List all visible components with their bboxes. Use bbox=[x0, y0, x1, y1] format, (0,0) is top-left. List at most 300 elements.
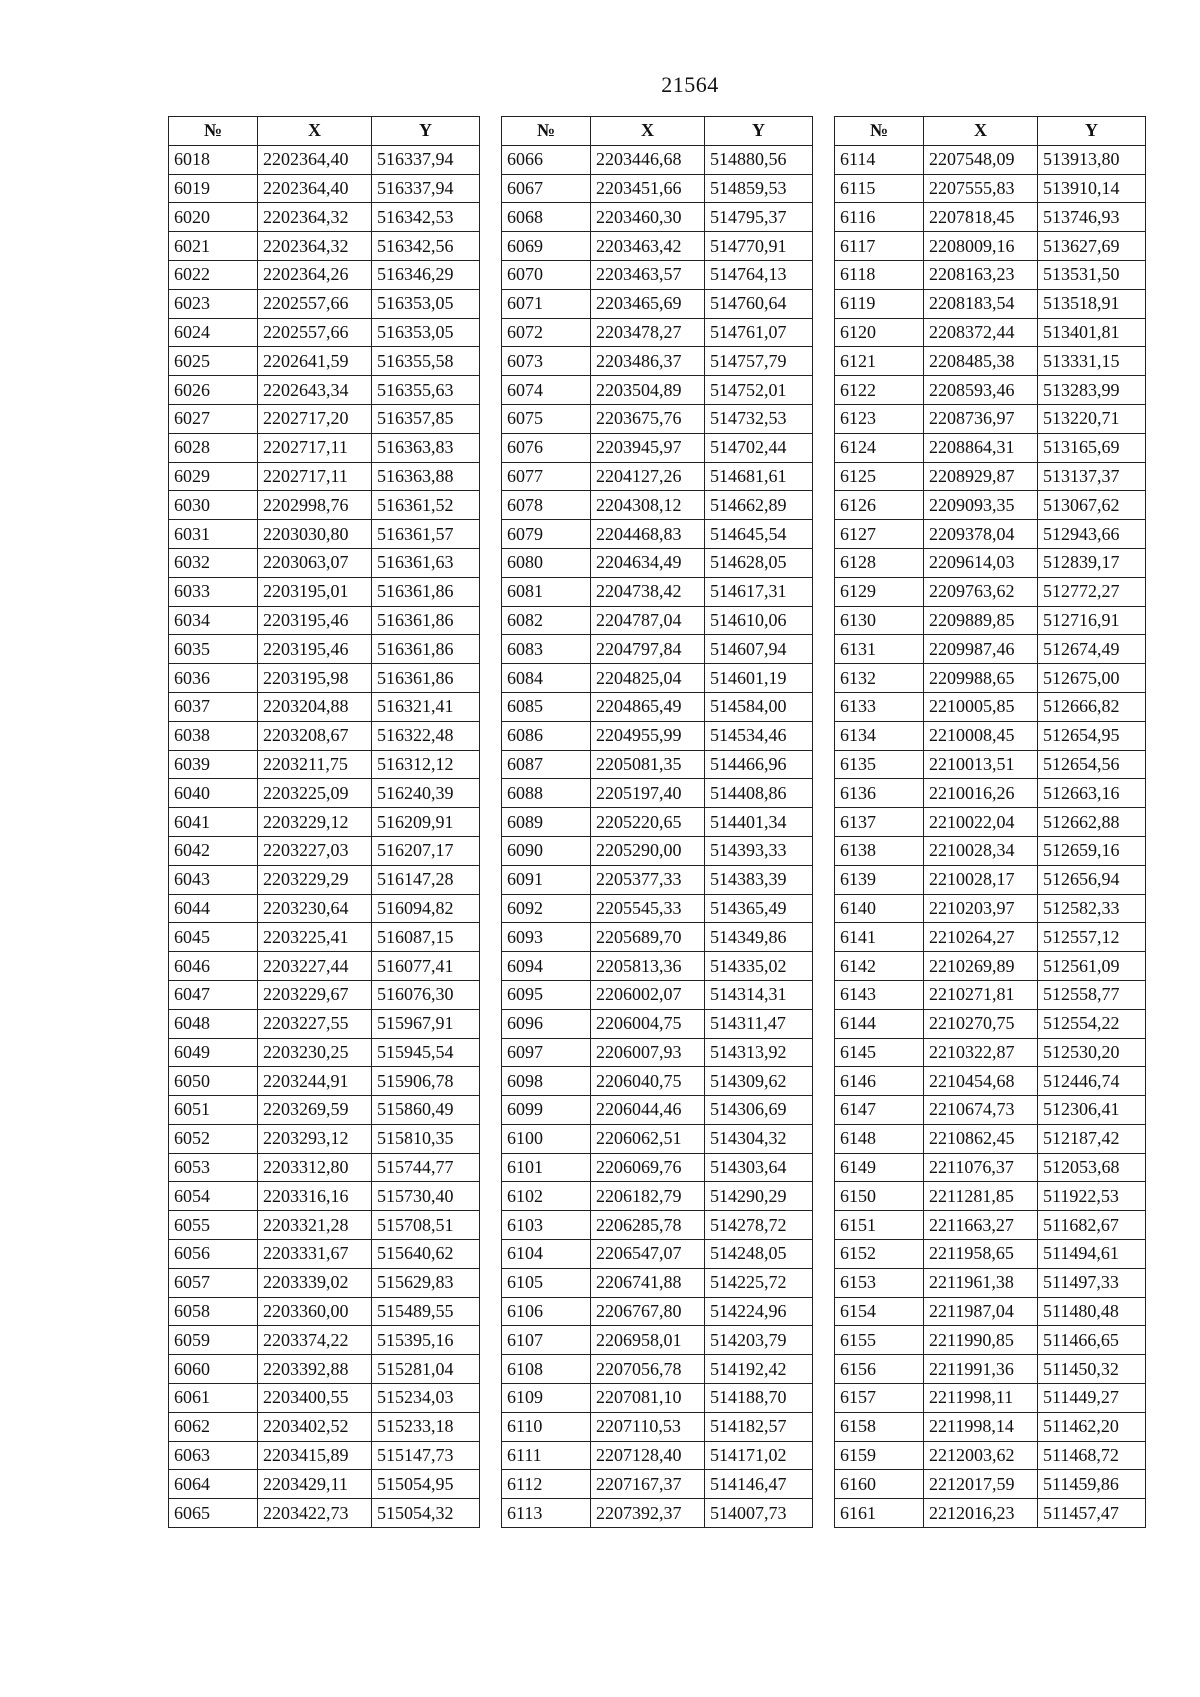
point-number-cell: 6045 bbox=[169, 923, 258, 952]
x-coordinate-cell: 2210013,51 bbox=[924, 750, 1038, 779]
y-coordinate-cell: 512663,16 bbox=[1038, 779, 1146, 808]
y-coordinate-cell: 516363,88 bbox=[372, 462, 480, 491]
table-row bbox=[169, 1297, 480, 1326]
point-number-cell: 6019 bbox=[169, 174, 258, 203]
point-number-cell: 6131 bbox=[835, 635, 924, 664]
table-row bbox=[835, 664, 1146, 693]
table-row bbox=[835, 1153, 1146, 1182]
table-row bbox=[502, 260, 813, 289]
y-coordinate-cell: 514393,33 bbox=[705, 836, 813, 865]
point-number-cell: 6101 bbox=[502, 1153, 591, 1182]
y-coordinate-cell: 515860,49 bbox=[372, 1096, 480, 1125]
table-row bbox=[169, 635, 480, 664]
table-row bbox=[502, 491, 813, 520]
point-number-cell: 6064 bbox=[169, 1470, 258, 1499]
table-row bbox=[835, 433, 1146, 462]
table-row bbox=[169, 289, 480, 318]
table-row bbox=[835, 232, 1146, 261]
x-coordinate-cell: 2203208,67 bbox=[258, 721, 372, 750]
table-row bbox=[169, 232, 480, 261]
x-coordinate-cell: 2210270,75 bbox=[924, 1009, 1038, 1038]
point-number-cell: 6144 bbox=[835, 1009, 924, 1038]
x-coordinate-cell: 2203465,69 bbox=[591, 289, 705, 318]
x-coordinate-cell: 2203316,16 bbox=[258, 1182, 372, 1211]
x-coordinate-cell: 2211076,37 bbox=[924, 1153, 1038, 1182]
point-number-cell: 6148 bbox=[835, 1124, 924, 1153]
x-coordinate-cell: 2208929,87 bbox=[924, 462, 1038, 491]
point-number-cell: 6160 bbox=[835, 1470, 924, 1499]
table-row bbox=[502, 606, 813, 635]
y-coordinate-cell: 514702,44 bbox=[705, 433, 813, 462]
x-coordinate-cell: 2210016,26 bbox=[924, 779, 1038, 808]
x-coordinate-cell: 2208183,54 bbox=[924, 289, 1038, 318]
x-coordinate-cell: 2204865,49 bbox=[591, 692, 705, 721]
y-coordinate-cell: 515640,62 bbox=[372, 1240, 480, 1269]
header-number: № bbox=[835, 117, 924, 146]
x-coordinate-cell: 2205689,70 bbox=[591, 923, 705, 952]
y-coordinate-cell: 514311,47 bbox=[705, 1009, 813, 1038]
point-number-cell: 6111 bbox=[502, 1441, 591, 1470]
table-row bbox=[835, 289, 1146, 318]
table-row bbox=[169, 1384, 480, 1413]
y-coordinate-cell: 516363,83 bbox=[372, 433, 480, 462]
y-coordinate-cell: 514365,49 bbox=[705, 894, 813, 923]
table-row bbox=[835, 1240, 1146, 1269]
x-coordinate-cell: 2202364,26 bbox=[258, 260, 372, 289]
table-row bbox=[169, 376, 480, 405]
y-coordinate-cell: 516312,12 bbox=[372, 750, 480, 779]
point-number-cell: 6151 bbox=[835, 1211, 924, 1240]
point-number-cell: 6135 bbox=[835, 750, 924, 779]
coordinates-table-3 bbox=[834, 116, 1146, 1528]
x-coordinate-cell: 2204787,04 bbox=[591, 606, 705, 635]
y-coordinate-cell: 514408,86 bbox=[705, 779, 813, 808]
y-coordinate-cell: 515395,16 bbox=[372, 1326, 480, 1355]
page-number: 21564 bbox=[661, 72, 719, 97]
point-number-cell: 6152 bbox=[835, 1240, 924, 1269]
x-coordinate-cell: 2208736,97 bbox=[924, 404, 1038, 433]
point-number-cell: 6054 bbox=[169, 1182, 258, 1211]
x-coordinate-cell: 2203063,07 bbox=[258, 548, 372, 577]
point-number-cell: 6058 bbox=[169, 1297, 258, 1326]
x-coordinate-cell: 2210005,85 bbox=[924, 692, 1038, 721]
table-row bbox=[502, 1297, 813, 1326]
x-coordinate-cell: 2203293,12 bbox=[258, 1124, 372, 1153]
table-row bbox=[835, 491, 1146, 520]
point-number-cell: 6155 bbox=[835, 1326, 924, 1355]
coordinates-table-2 bbox=[501, 116, 813, 1528]
point-number-cell: 6118 bbox=[835, 260, 924, 289]
y-coordinate-cell: 514171,02 bbox=[705, 1441, 813, 1470]
point-number-cell: 6105 bbox=[502, 1268, 591, 1297]
table-row bbox=[502, 1153, 813, 1182]
x-coordinate-cell: 2210322,87 bbox=[924, 1038, 1038, 1067]
point-number-cell: 6094 bbox=[502, 952, 591, 981]
y-coordinate-cell: 516361,86 bbox=[372, 664, 480, 693]
x-coordinate-cell: 2203225,41 bbox=[258, 923, 372, 952]
point-number-cell: 6113 bbox=[502, 1499, 591, 1528]
y-coordinate-cell: 515730,40 bbox=[372, 1182, 480, 1211]
x-coordinate-cell: 2209763,62 bbox=[924, 577, 1038, 606]
x-coordinate-cell: 2210269,89 bbox=[924, 952, 1038, 981]
y-coordinate-cell: 512530,20 bbox=[1038, 1038, 1146, 1067]
table-row bbox=[502, 1441, 813, 1470]
point-number-cell: 6138 bbox=[835, 836, 924, 865]
point-number-cell: 6092 bbox=[502, 894, 591, 923]
header-number: № bbox=[169, 117, 258, 146]
point-number-cell: 6031 bbox=[169, 520, 258, 549]
x-coordinate-cell: 2212017,59 bbox=[924, 1470, 1038, 1499]
point-number-cell: 6061 bbox=[169, 1384, 258, 1413]
x-coordinate-cell: 2203504,89 bbox=[591, 376, 705, 405]
x-coordinate-cell: 2207167,37 bbox=[591, 1470, 705, 1499]
point-number-cell: 6025 bbox=[169, 347, 258, 376]
table-row bbox=[169, 721, 480, 750]
y-coordinate-cell: 516342,53 bbox=[372, 203, 480, 232]
table-row bbox=[169, 491, 480, 520]
table-row bbox=[502, 1326, 813, 1355]
table-row bbox=[169, 404, 480, 433]
y-coordinate-cell: 516076,30 bbox=[372, 980, 480, 1009]
table-header-row bbox=[502, 117, 813, 146]
table-row bbox=[502, 347, 813, 376]
x-coordinate-cell: 2203312,80 bbox=[258, 1153, 372, 1182]
x-coordinate-cell: 2203429,11 bbox=[258, 1470, 372, 1499]
y-coordinate-cell: 512674,49 bbox=[1038, 635, 1146, 664]
point-number-cell: 6068 bbox=[502, 203, 591, 232]
table-row bbox=[169, 1009, 480, 1038]
point-number-cell: 6107 bbox=[502, 1326, 591, 1355]
table-row bbox=[835, 923, 1146, 952]
point-number-cell: 6119 bbox=[835, 289, 924, 318]
point-number-cell: 6042 bbox=[169, 836, 258, 865]
point-number-cell: 6071 bbox=[502, 289, 591, 318]
y-coordinate-cell: 511494,61 bbox=[1038, 1240, 1146, 1269]
y-coordinate-cell: 514662,89 bbox=[705, 491, 813, 520]
table-row bbox=[169, 1412, 480, 1441]
point-number-cell: 6112 bbox=[502, 1470, 591, 1499]
x-coordinate-cell: 2205081,35 bbox=[591, 750, 705, 779]
x-coordinate-cell: 2212016,23 bbox=[924, 1499, 1038, 1528]
point-number-cell: 6157 bbox=[835, 1384, 924, 1413]
table-row bbox=[835, 1211, 1146, 1240]
y-coordinate-cell: 513220,71 bbox=[1038, 404, 1146, 433]
table-row bbox=[169, 347, 480, 376]
table-row bbox=[169, 952, 480, 981]
table-row bbox=[169, 145, 480, 174]
point-number-cell: 6120 bbox=[835, 318, 924, 347]
point-number-cell: 6067 bbox=[502, 174, 591, 203]
x-coordinate-cell: 2207128,40 bbox=[591, 1441, 705, 1470]
x-coordinate-cell: 2206182,79 bbox=[591, 1182, 705, 1211]
x-coordinate-cell: 2203195,46 bbox=[258, 606, 372, 635]
x-coordinate-cell: 2212003,62 bbox=[924, 1441, 1038, 1470]
y-coordinate-cell: 512053,68 bbox=[1038, 1153, 1146, 1182]
x-coordinate-cell: 2203030,80 bbox=[258, 520, 372, 549]
y-coordinate-cell: 514304,32 bbox=[705, 1124, 813, 1153]
x-coordinate-cell: 2210022,04 bbox=[924, 808, 1038, 837]
table-row bbox=[169, 692, 480, 721]
x-coordinate-cell: 2209378,04 bbox=[924, 520, 1038, 549]
x-coordinate-cell: 2206040,75 bbox=[591, 1067, 705, 1096]
point-number-cell: 6080 bbox=[502, 548, 591, 577]
point-number-cell: 6091 bbox=[502, 865, 591, 894]
table-row bbox=[502, 1355, 813, 1384]
x-coordinate-cell: 2205220,65 bbox=[591, 808, 705, 837]
y-coordinate-cell: 513137,37 bbox=[1038, 462, 1146, 491]
y-coordinate-cell: 514859,53 bbox=[705, 174, 813, 203]
table-row bbox=[169, 1470, 480, 1499]
table-row bbox=[169, 520, 480, 549]
x-coordinate-cell: 2202364,40 bbox=[258, 145, 372, 174]
x-coordinate-cell: 2205545,33 bbox=[591, 894, 705, 923]
table-row bbox=[835, 1268, 1146, 1297]
y-coordinate-cell: 515233,18 bbox=[372, 1412, 480, 1441]
y-coordinate-cell: 515234,03 bbox=[372, 1384, 480, 1413]
y-coordinate-cell: 512839,17 bbox=[1038, 548, 1146, 577]
point-number-cell: 6088 bbox=[502, 779, 591, 808]
y-coordinate-cell: 515810,35 bbox=[372, 1124, 480, 1153]
point-number-cell: 6085 bbox=[502, 692, 591, 721]
y-coordinate-cell: 515281,04 bbox=[372, 1355, 480, 1384]
table-row bbox=[169, 606, 480, 635]
y-coordinate-cell: 516346,29 bbox=[372, 260, 480, 289]
table-row bbox=[169, 779, 480, 808]
y-coordinate-cell: 512654,56 bbox=[1038, 750, 1146, 779]
point-number-cell: 6026 bbox=[169, 376, 258, 405]
y-coordinate-cell: 514601,19 bbox=[705, 664, 813, 693]
x-coordinate-cell: 2203227,55 bbox=[258, 1009, 372, 1038]
y-coordinate-cell: 515054,95 bbox=[372, 1470, 480, 1499]
point-number-cell: 6125 bbox=[835, 462, 924, 491]
table-row bbox=[502, 1470, 813, 1499]
y-coordinate-cell: 512187,42 bbox=[1038, 1124, 1146, 1153]
point-number-cell: 6029 bbox=[169, 462, 258, 491]
point-number-cell: 6122 bbox=[835, 376, 924, 405]
table-row bbox=[169, 1067, 480, 1096]
point-number-cell: 6066 bbox=[502, 145, 591, 174]
point-number-cell: 6077 bbox=[502, 462, 591, 491]
x-coordinate-cell: 2202364,32 bbox=[258, 232, 372, 261]
table-row bbox=[835, 203, 1146, 232]
table-row bbox=[835, 1009, 1146, 1038]
table-header-row bbox=[835, 117, 1146, 146]
x-coordinate-cell: 2210271,81 bbox=[924, 980, 1038, 1009]
point-number-cell: 6159 bbox=[835, 1441, 924, 1470]
table-row bbox=[502, 318, 813, 347]
y-coordinate-cell: 513913,80 bbox=[1038, 145, 1146, 174]
x-coordinate-cell: 2203204,88 bbox=[258, 692, 372, 721]
x-coordinate-cell: 2211958,65 bbox=[924, 1240, 1038, 1269]
point-number-cell: 6032 bbox=[169, 548, 258, 577]
point-number-cell: 6034 bbox=[169, 606, 258, 635]
table-row bbox=[502, 750, 813, 779]
y-coordinate-cell: 512943,66 bbox=[1038, 520, 1146, 549]
point-number-cell: 6124 bbox=[835, 433, 924, 462]
y-coordinate-cell: 512772,27 bbox=[1038, 577, 1146, 606]
y-coordinate-cell: 512306,41 bbox=[1038, 1096, 1146, 1125]
table-row bbox=[169, 577, 480, 606]
x-coordinate-cell: 2206741,88 bbox=[591, 1268, 705, 1297]
x-coordinate-cell: 2211998,11 bbox=[924, 1384, 1038, 1413]
x-coordinate-cell: 2209889,85 bbox=[924, 606, 1038, 635]
table-row bbox=[835, 750, 1146, 779]
x-coordinate-cell: 2203360,00 bbox=[258, 1297, 372, 1326]
table-row bbox=[502, 923, 813, 952]
y-coordinate-cell: 515147,73 bbox=[372, 1441, 480, 1470]
point-number-cell: 6056 bbox=[169, 1240, 258, 1269]
point-number-cell: 6047 bbox=[169, 980, 258, 1009]
table-row bbox=[502, 1384, 813, 1413]
y-coordinate-cell: 512558,77 bbox=[1038, 980, 1146, 1009]
point-number-cell: 6043 bbox=[169, 865, 258, 894]
table-row bbox=[169, 174, 480, 203]
point-number-cell: 6156 bbox=[835, 1355, 924, 1384]
y-coordinate-cell: 516353,05 bbox=[372, 318, 480, 347]
table-row bbox=[169, 318, 480, 347]
x-coordinate-cell: 2204308,12 bbox=[591, 491, 705, 520]
y-coordinate-cell: 514645,54 bbox=[705, 520, 813, 549]
point-number-cell: 6076 bbox=[502, 433, 591, 462]
x-coordinate-cell: 2204634,49 bbox=[591, 548, 705, 577]
table-row bbox=[835, 174, 1146, 203]
point-number-cell: 6109 bbox=[502, 1384, 591, 1413]
table-header-row bbox=[169, 117, 480, 146]
y-coordinate-cell: 516077,41 bbox=[372, 952, 480, 981]
x-coordinate-cell: 2204468,83 bbox=[591, 520, 705, 549]
table-row bbox=[169, 1096, 480, 1125]
point-number-cell: 6100 bbox=[502, 1124, 591, 1153]
table-row bbox=[169, 1441, 480, 1470]
y-coordinate-cell: 515489,55 bbox=[372, 1297, 480, 1326]
table-row bbox=[502, 1182, 813, 1211]
x-coordinate-cell: 2202717,20 bbox=[258, 404, 372, 433]
point-number-cell: 6093 bbox=[502, 923, 591, 952]
table-row bbox=[835, 894, 1146, 923]
table-row bbox=[835, 1499, 1146, 1528]
y-coordinate-cell: 516361,86 bbox=[372, 635, 480, 664]
point-number-cell: 6030 bbox=[169, 491, 258, 520]
x-coordinate-cell: 2204955,99 bbox=[591, 721, 705, 750]
y-coordinate-cell: 514383,39 bbox=[705, 865, 813, 894]
table-row bbox=[502, 433, 813, 462]
y-coordinate-cell: 516322,48 bbox=[372, 721, 480, 750]
point-number-cell: 6063 bbox=[169, 1441, 258, 1470]
x-coordinate-cell: 2206958,01 bbox=[591, 1326, 705, 1355]
table-row bbox=[502, 721, 813, 750]
point-number-cell: 6103 bbox=[502, 1211, 591, 1240]
point-number-cell: 6134 bbox=[835, 721, 924, 750]
point-number-cell: 6033 bbox=[169, 577, 258, 606]
point-number-cell: 6097 bbox=[502, 1038, 591, 1067]
y-coordinate-cell: 515967,91 bbox=[372, 1009, 480, 1038]
table-row bbox=[835, 1441, 1146, 1470]
x-coordinate-cell: 2203463,57 bbox=[591, 260, 705, 289]
x-coordinate-cell: 2203402,52 bbox=[258, 1412, 372, 1441]
point-number-cell: 6048 bbox=[169, 1009, 258, 1038]
point-number-cell: 6154 bbox=[835, 1297, 924, 1326]
table-row bbox=[835, 1067, 1146, 1096]
table-row bbox=[835, 635, 1146, 664]
x-coordinate-cell: 2210028,34 bbox=[924, 836, 1038, 865]
y-coordinate-cell: 516361,63 bbox=[372, 548, 480, 577]
coordinates-table-1 bbox=[168, 116, 480, 1528]
x-coordinate-cell: 2203945,97 bbox=[591, 433, 705, 462]
y-coordinate-cell: 511682,67 bbox=[1038, 1211, 1146, 1240]
table-row bbox=[169, 923, 480, 952]
point-number-cell: 6082 bbox=[502, 606, 591, 635]
x-coordinate-cell: 2209987,46 bbox=[924, 635, 1038, 664]
y-coordinate-cell: 513283,99 bbox=[1038, 376, 1146, 405]
table-row bbox=[835, 260, 1146, 289]
x-coordinate-cell: 2203269,59 bbox=[258, 1096, 372, 1125]
x-coordinate-cell: 2203244,91 bbox=[258, 1067, 372, 1096]
x-coordinate-cell: 2203229,67 bbox=[258, 980, 372, 1009]
x-coordinate-cell: 2205377,33 bbox=[591, 865, 705, 894]
table-row bbox=[502, 1211, 813, 1240]
point-number-cell: 6062 bbox=[169, 1412, 258, 1441]
x-coordinate-cell: 2203331,67 bbox=[258, 1240, 372, 1269]
point-number-cell: 6055 bbox=[169, 1211, 258, 1240]
point-number-cell: 6059 bbox=[169, 1326, 258, 1355]
point-number-cell: 6084 bbox=[502, 664, 591, 693]
table-row bbox=[502, 664, 813, 693]
y-coordinate-cell: 516087,15 bbox=[372, 923, 480, 952]
x-coordinate-cell: 2202364,32 bbox=[258, 203, 372, 232]
x-coordinate-cell: 2206285,78 bbox=[591, 1211, 705, 1240]
y-coordinate-cell: 514534,46 bbox=[705, 721, 813, 750]
table-row bbox=[169, 1355, 480, 1384]
y-coordinate-cell: 512656,94 bbox=[1038, 865, 1146, 894]
x-coordinate-cell: 2202557,66 bbox=[258, 289, 372, 318]
table-row bbox=[502, 836, 813, 865]
table-row bbox=[169, 260, 480, 289]
y-coordinate-cell: 514795,37 bbox=[705, 203, 813, 232]
y-coordinate-cell: 514401,34 bbox=[705, 808, 813, 837]
y-coordinate-cell: 513401,81 bbox=[1038, 318, 1146, 347]
x-coordinate-cell: 2203195,98 bbox=[258, 664, 372, 693]
table-row bbox=[502, 980, 813, 1009]
table-row bbox=[169, 1326, 480, 1355]
x-coordinate-cell: 2208593,46 bbox=[924, 376, 1038, 405]
point-number-cell: 6142 bbox=[835, 952, 924, 981]
y-coordinate-cell: 513531,50 bbox=[1038, 260, 1146, 289]
point-number-cell: 6123 bbox=[835, 404, 924, 433]
table-row bbox=[835, 1412, 1146, 1441]
x-coordinate-cell: 2203451,66 bbox=[591, 174, 705, 203]
header-x: X bbox=[591, 117, 705, 146]
y-coordinate-cell: 514752,01 bbox=[705, 376, 813, 405]
y-coordinate-cell: 516147,28 bbox=[372, 865, 480, 894]
point-number-cell: 6117 bbox=[835, 232, 924, 261]
point-number-cell: 6114 bbox=[835, 145, 924, 174]
point-number-cell: 6128 bbox=[835, 548, 924, 577]
x-coordinate-cell: 2203230,64 bbox=[258, 894, 372, 923]
header-x: X bbox=[258, 117, 372, 146]
table-row bbox=[502, 1009, 813, 1038]
point-number-cell: 6127 bbox=[835, 520, 924, 549]
table-row bbox=[502, 952, 813, 981]
table-row bbox=[502, 577, 813, 606]
table-row bbox=[835, 1326, 1146, 1355]
header-y: Y bbox=[1038, 117, 1146, 146]
x-coordinate-cell: 2210264,27 bbox=[924, 923, 1038, 952]
y-coordinate-cell: 516355,63 bbox=[372, 376, 480, 405]
y-coordinate-cell: 515906,78 bbox=[372, 1067, 480, 1096]
point-number-cell: 6024 bbox=[169, 318, 258, 347]
x-coordinate-cell: 2206062,51 bbox=[591, 1124, 705, 1153]
x-coordinate-cell: 2203463,42 bbox=[591, 232, 705, 261]
